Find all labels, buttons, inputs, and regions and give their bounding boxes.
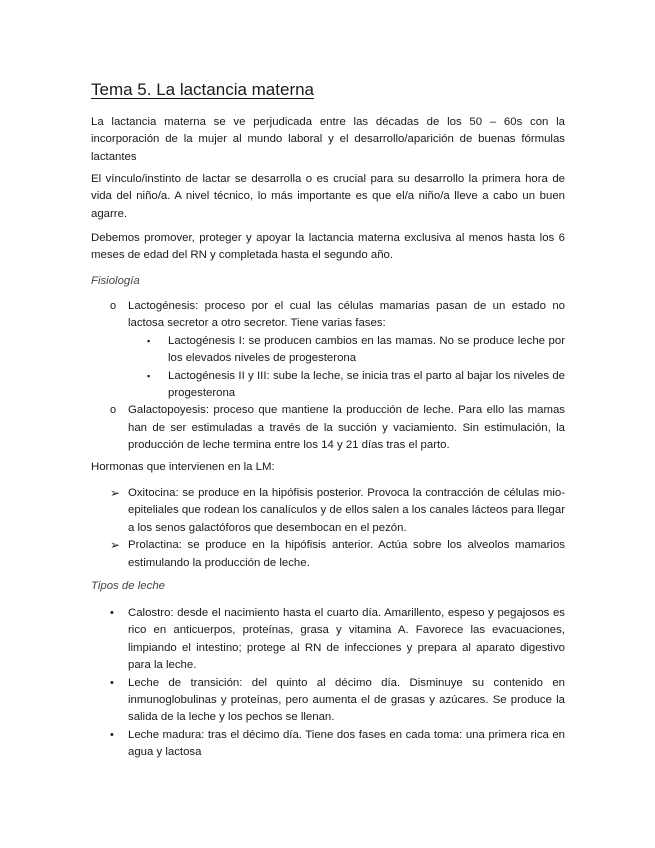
list-item xyxy=(91,537,565,572)
section-heading-hormonas: Hormonas que intervienen en la LM: xyxy=(91,461,275,473)
square-bullet-icon: ▪ xyxy=(147,335,151,346)
section-heading-tipos: Tipos de leche xyxy=(91,580,165,592)
list-item-text: Oxitocina: se produce en la hipófisis posterior. Provoca la contracción de células mio-epiteliales que rodean los canalículos y de ellos salen a los canales lácteos para llegar a los senos galactóforos que desembocan en el pezón. xyxy=(128,487,565,534)
hormonas-list xyxy=(91,485,565,572)
list-item xyxy=(91,402,565,454)
paragraph-intro: La lactancia materna se ve perjudicada entre las décadas de los 50 – 60s con la incorporación de la mujer al mundo laboral y el desarrollo/aparición de buenas fórmulas lactantes xyxy=(91,116,565,163)
arrow-bullet-icon: ➢ xyxy=(110,538,121,553)
bullet-icon: • xyxy=(110,728,114,741)
circle-bullet-icon: o xyxy=(110,300,117,312)
list-item xyxy=(91,485,565,537)
fisiologia-list xyxy=(91,298,565,455)
list-item-text: Leche madura: tras el décimo día. Tiene dos fases en cada toma: una primera rica en agua y lactosa xyxy=(128,728,565,759)
bullet-icon: • xyxy=(110,607,114,619)
bullet-icon: • xyxy=(110,676,114,689)
tipos-list xyxy=(91,605,565,762)
section-heading-fisiologia: Fisiología xyxy=(91,275,140,287)
list-item xyxy=(128,333,565,368)
list-item xyxy=(128,368,565,403)
list-item xyxy=(91,605,565,675)
paragraph-promover: Debemos promover, proteger y apoyar la lactancia materna exclusiva al menos hasta los 6 meses de edad del RN y completada hasta el segundo año. xyxy=(91,232,565,262)
list-item-text: Lactogénesis: proceso por el cual las células mamarias pasan de un estado no lactosa secretor a otro secretor. Tiene varias fases: xyxy=(128,300,565,330)
list-item xyxy=(91,298,565,402)
page-title: Tema 5. La lactancia materna xyxy=(91,80,315,99)
arrow-bullet-icon: ➢ xyxy=(110,486,121,500)
list-item-text: Leche de transición: del quinto al décimo día. Disminuye su contenido en inmunoglobulinas y proteínas, pero aumenta el de grasas y azúcares. Se produce la salida de la leche y los pechos se llenan. xyxy=(128,676,565,724)
sublist xyxy=(128,333,565,403)
list-item-text: Lactogénesis I: se producen cambios en las mamas. No se produce leche por los elevados niveles de progesterona xyxy=(168,334,565,365)
square-bullet-icon: ▪ xyxy=(147,370,151,381)
list-item-text: Galactopoyesis: proceso que mantiene la producción de leche. Para ello las mamas han de ser estimuladas a través de la succión y vaciamiento. Sin estimulación, la producción de leche termina entre los 14 y 21 días tras el parto. xyxy=(128,404,565,452)
list-item xyxy=(91,675,565,727)
circle-bullet-icon: o xyxy=(110,404,117,417)
list-item-text: Prolactina: se produce en la hipófisis anterior. Actúa sobre los alveolos mamarios estimulando la producción de leche. xyxy=(128,539,565,569)
paragraph-vinculo: El vínculo/instinto de lactar se desarrolla o es crucial para su desarrollo la primera hora de vida del niño/a. A nivel técnico, lo más importante es que el/a niño/a lleve a cabo un buen agarre. xyxy=(91,173,565,220)
list-item-text: Calostro: desde el nacimiento hasta el cuarto día. Amarillento, espeso y pegajosos es rico en anticuerpos, proteínas, grasa y vitamina A. Favorece las evacuaciones, limpiando el intestino; protege al RN de infecciones y prepara al aparato digestivo para la leche. xyxy=(128,607,565,672)
list-item xyxy=(91,727,565,762)
list-item-text: Lactogénesis II y III: sube la leche, se inicia tras el parto al bajar los niveles de progesterona xyxy=(168,369,565,400)
